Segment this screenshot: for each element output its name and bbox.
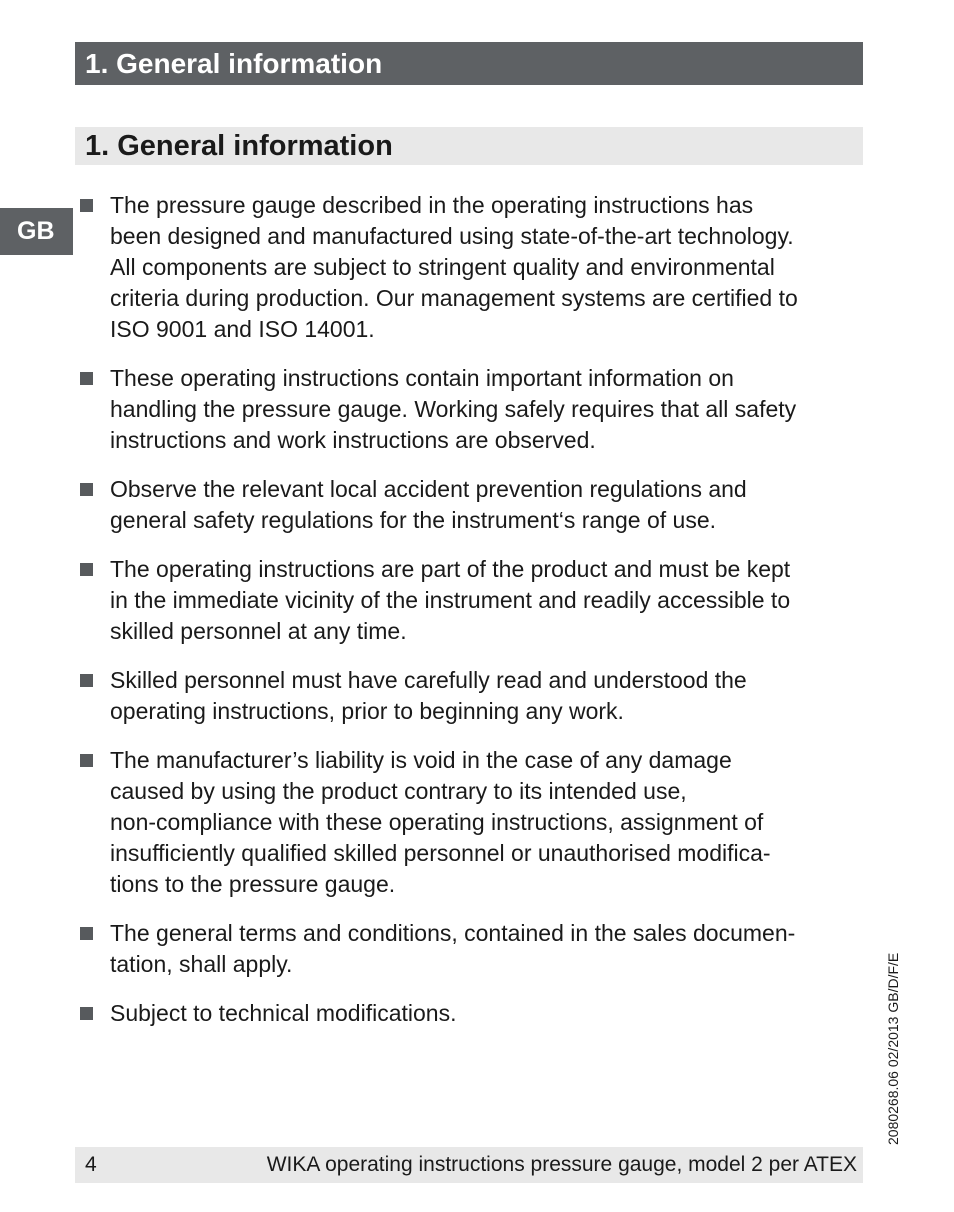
bullet-item [75,918,865,980]
bullet-text-line: The operating instructions are part of the product and must be kept [110,556,791,582]
bullet-text-line: Observe the relevant local accident prevention regulations and [110,476,747,502]
footer-title: WIKA operating instructions pressure gauge, model 2 per ATEX [266,1153,857,1176]
bullet-item [75,745,865,900]
page-number: 4 [85,1153,97,1176]
square-bullet-icon [80,199,93,212]
chapter-title-bar: 1. General information [75,42,863,85]
bullet-text-line: skilled personnel at any time. [110,618,407,644]
bullet-text-line: caused by using the product contrary to its intended use, [110,778,687,804]
bullet-item [75,998,865,1029]
bullet-text-line: The general terms and conditions, contained in the sales documen- [110,920,796,946]
bullet-text-line: tions to the pressure gauge. [110,871,396,897]
bullet-text-line: All components are subject to stringent quality and environmental [110,254,775,280]
bullet-item [75,190,865,345]
bullet-text-line: The pressure gauge described in the operating instructions has [110,192,754,218]
bullet-item [75,665,865,727]
square-bullet-icon [80,927,93,940]
square-bullet-icon [80,754,93,767]
page-footer [75,1147,863,1183]
bullet-text-line: criteria during production. Our management systems are certified to [110,285,798,311]
bullet-text-line: These operating instructions contain important information on [110,365,734,391]
section-heading: 1. General information [75,127,863,165]
document-code: 2080268.06 02/2013 GB/D/F/E [885,952,901,1145]
square-bullet-icon [80,563,93,576]
square-bullet-icon [80,1007,93,1020]
bullet-item [75,474,865,536]
bullet-text-line: instructions and work instructions are observed. [110,427,596,453]
bullet-text-line: tation, shall apply. [110,951,293,977]
bullet-text-line: operating instructions, prior to beginning any work. [110,698,624,724]
square-bullet-icon [80,372,93,385]
bullet-text-line: Skilled personnel must have carefully read and understood the [110,667,747,693]
bullet-text-line: Subject to technical modifications. [110,1000,457,1026]
language-tab: GB [0,208,73,255]
square-bullet-icon [80,483,93,496]
bullet-text-line: been designed and manufactured using state-of-the-art technology. [110,223,794,249]
bullet-text-line: insufficiently qualified skilled personnel or unauthorised modifica- [110,840,771,866]
bullet-text-line: general safety regulations for the instrument‘s range of use. [110,507,717,533]
bullet-text-line: handling the pressure gauge. Working safely requires that all safety [110,396,797,422]
bullet-text-line: non-compliance with these operating instructions, assignment of [110,809,764,835]
bullet-item [75,554,865,647]
bullet-text-line: in the immediate vicinity of the instrument and readily accessible to [110,587,791,613]
bullet-list [75,190,865,1047]
square-bullet-icon [80,674,93,687]
bullet-text-line: The manufacturer’s liability is void in the case of any damage [110,747,732,773]
bullet-text-line: ISO 9001 and ISO 14001. [110,316,375,342]
bullet-item [75,363,865,456]
